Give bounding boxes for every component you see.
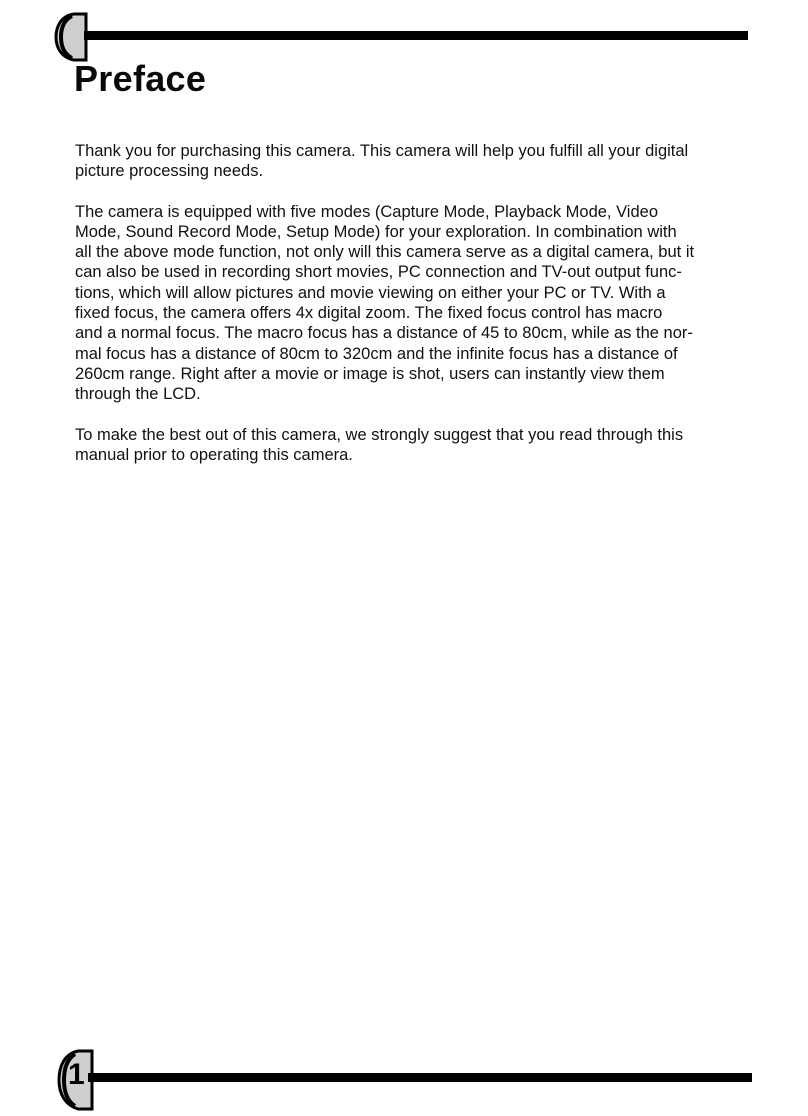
text-line: The camera is equipped with five modes (Capture Mode, Playback Mode, Video: [75, 202, 659, 221]
text-line: manual prior to operating this camera.: [75, 445, 353, 464]
header-rule: [84, 31, 748, 40]
paragraph-recommendation: [75, 425, 735, 466]
text-line: mal focus has a distance of 80cm to 320cm and the infinite focus has a distance of: [75, 344, 678, 363]
footer-rule: [88, 1073, 752, 1082]
text-line: all the above mode function, not only will this camera serve as a digital camera, but it: [75, 243, 695, 262]
page-number: 1: [68, 1058, 85, 1091]
text-line: Mode, Sound Record Mode, Setup Mode) for your exploration. In combination with: [75, 222, 677, 241]
text-line: and a normal focus. The macro focus has a distance of 45 to 80cm, while as the nor-: [75, 324, 693, 343]
text-line: fixed focus, the camera offers 4x digital zoom. The fixed focus control has macro: [75, 304, 663, 323]
text-line: picture processing needs.: [75, 162, 264, 181]
page-title: Preface: [74, 58, 207, 99]
text-line: 260cm range. Right after a movie or image is shot, users can instantly view them: [75, 364, 665, 383]
body-text: [75, 141, 735, 485]
text-line: To make the best out of this camera, we strongly suggest that you read through this: [75, 425, 684, 444]
text-line: through the LCD.: [75, 385, 201, 404]
paragraph-intro: [75, 141, 735, 182]
text-line: tions, which will allow pictures and movie viewing on either your PC or TV. With a: [75, 283, 666, 302]
text-line: can also be used in recording short movies, PC connection and TV-out output func-: [75, 263, 682, 282]
text-line: Thank you for purchasing this camera. This camera will help you fulfill all your digital: [75, 142, 689, 160]
paragraph-features: [75, 202, 735, 405]
